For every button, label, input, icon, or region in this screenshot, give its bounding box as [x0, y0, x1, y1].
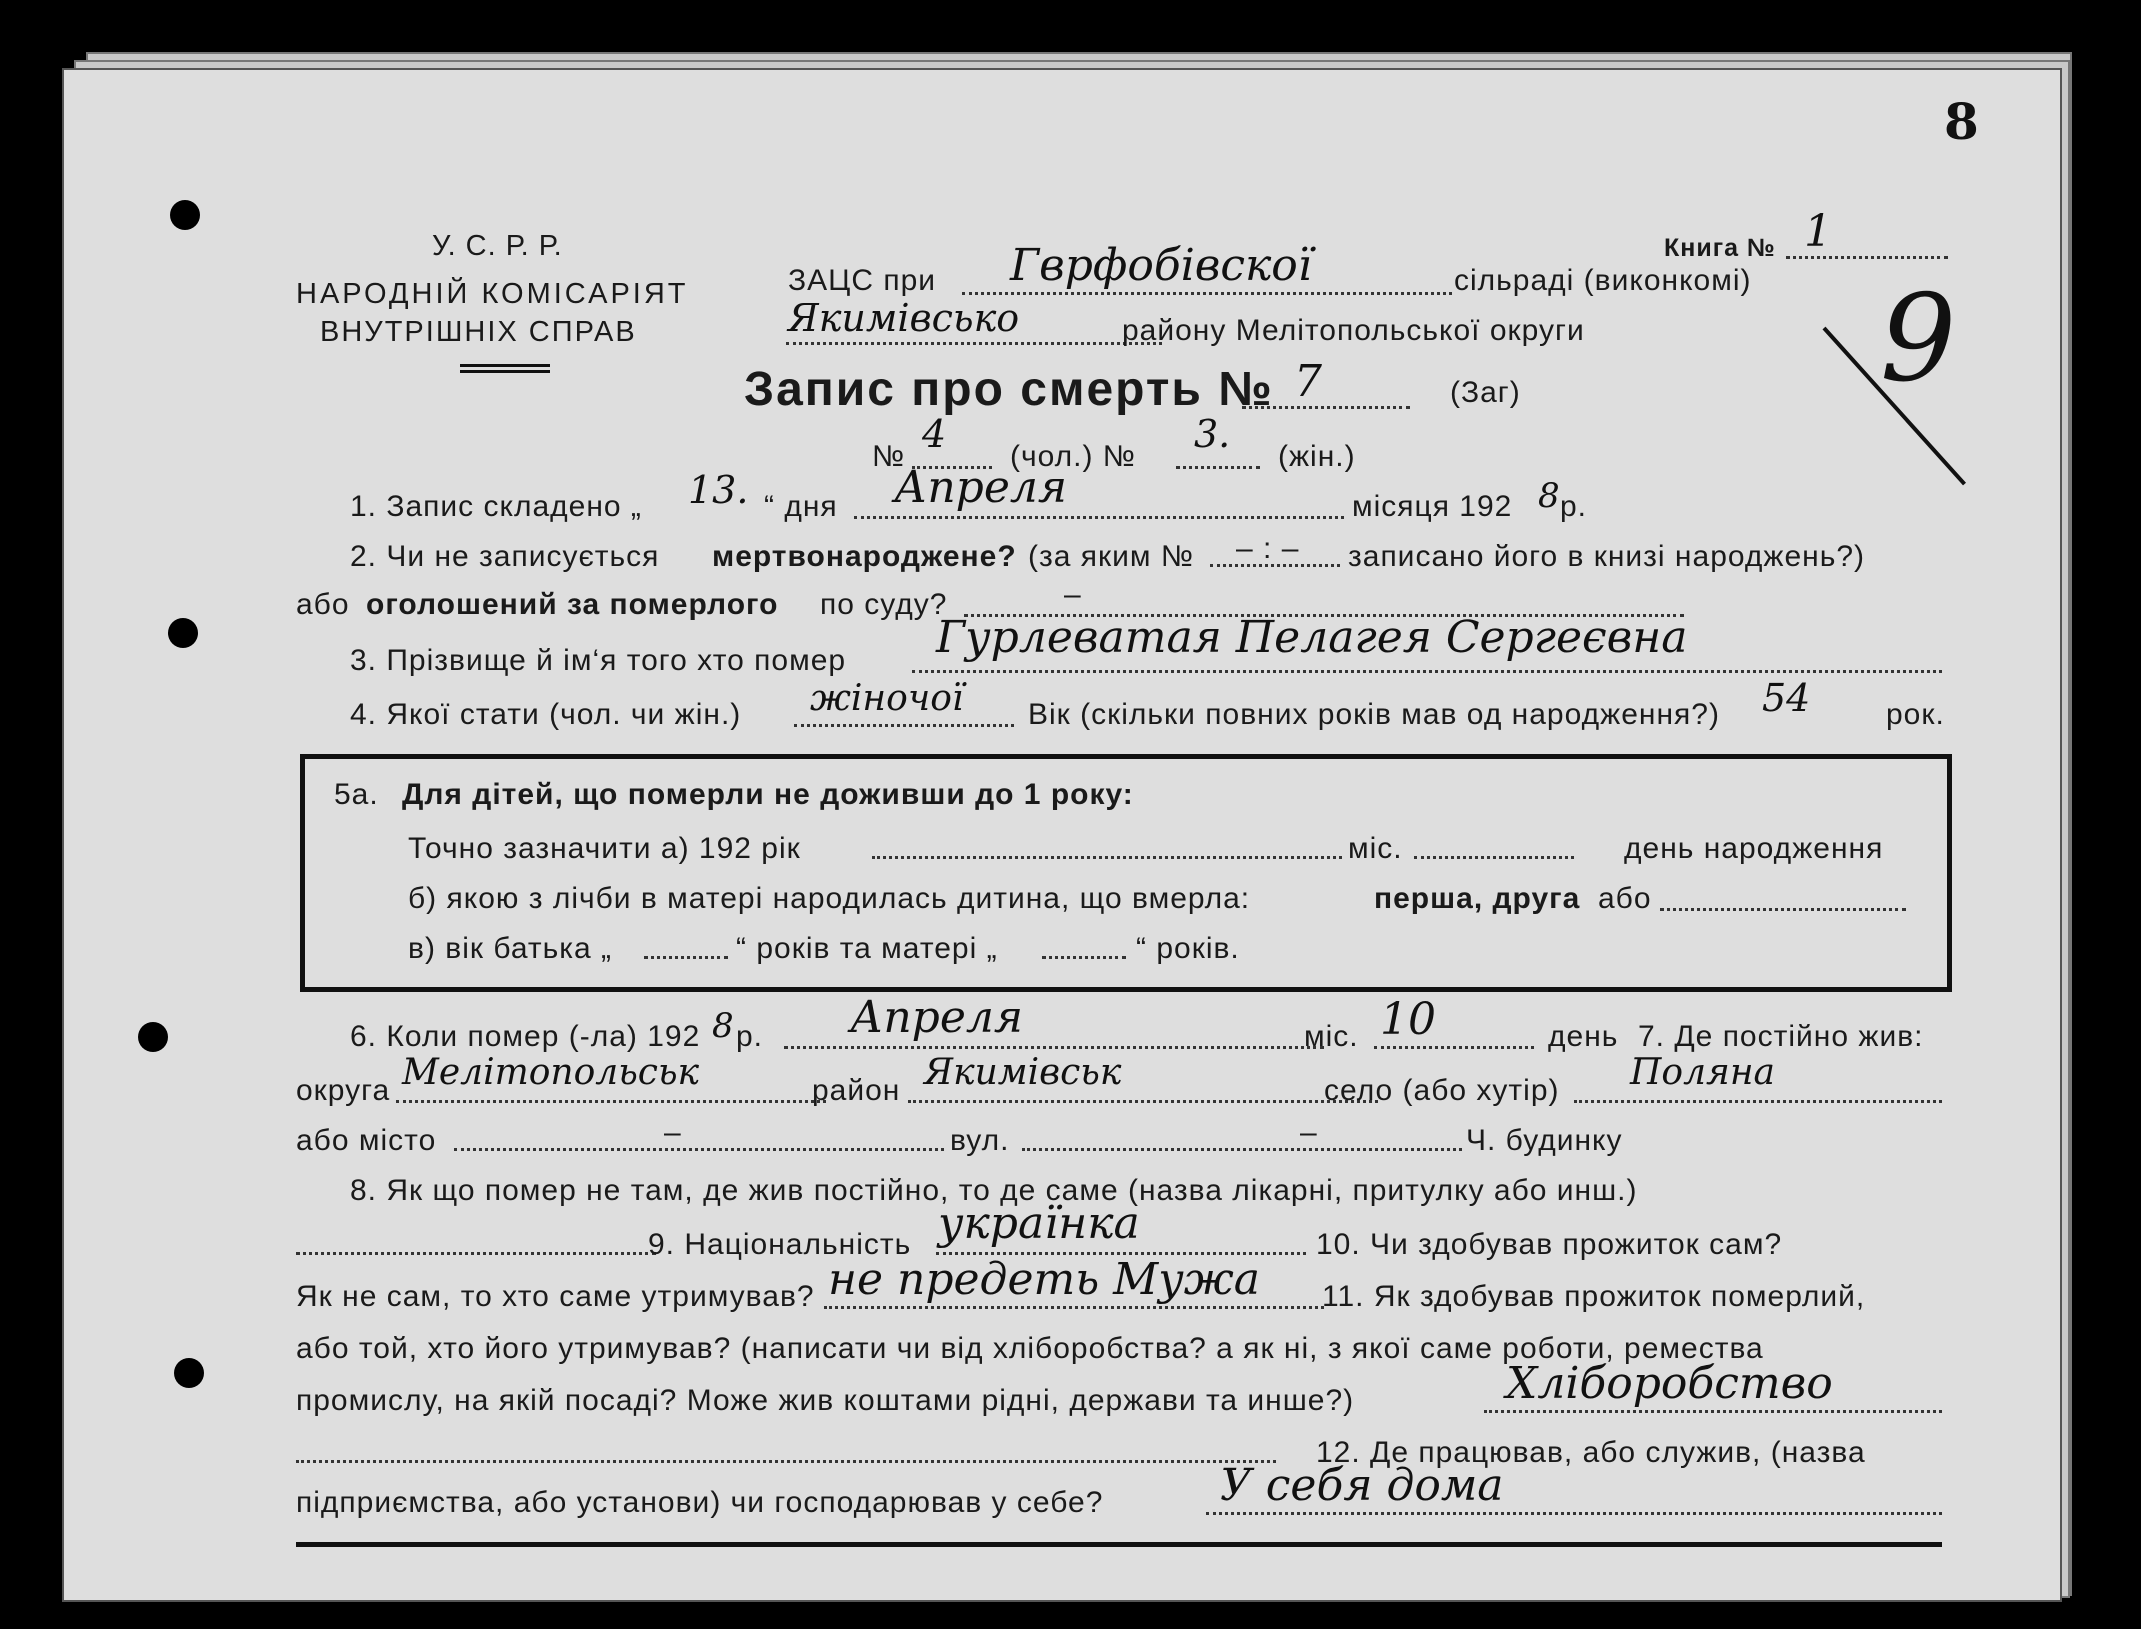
district-value: Якимівсько [788, 296, 1020, 340]
q10-label: 10. Чи здобував прожиток сам? [1316, 1228, 1783, 1261]
okruga-dots [396, 1100, 826, 1103]
selo-value: Поляна [1630, 1052, 1776, 1093]
q8-place-dots [296, 1252, 656, 1255]
q1-suffix-b: р. [1560, 490, 1588, 523]
zacs-prefix: ЗАЦС при [788, 264, 937, 297]
raion-label: район [812, 1074, 901, 1107]
q11-dots-2 [296, 1460, 1276, 1463]
vul-label: вул. [950, 1124, 1010, 1157]
q4-dots [794, 724, 1014, 727]
q6-label: 6. Коли помер (-ла) 192 [350, 1020, 701, 1053]
q2-c: (за яким № [1028, 540, 1195, 573]
q8-label: 8. Як що помер не там, де жив постійно, то де саме (назва лікарні, притулку або инш.) [350, 1174, 1638, 1207]
q10b-label: Як не сам, то хто саме утримував? [296, 1280, 815, 1313]
raion-value: Якимівськ [924, 1052, 1122, 1093]
document-page [62, 68, 2062, 1602]
q4-value: жіночої [810, 678, 964, 719]
corner-number: 8 [1944, 92, 1979, 151]
q11-label: 11. Як здобував прожиток померлий, [1322, 1280, 1866, 1313]
zacs-suffix: сільраді (виконкомі) [1454, 264, 1752, 297]
vul-dots [1022, 1148, 1462, 1151]
q1-year-digit: 8 [1538, 476, 1560, 516]
okruga-value: Мелітопольськ [402, 1052, 700, 1093]
q2-b: мертвонароджене? [712, 540, 1017, 573]
q6-year-digit: 8 [712, 1006, 734, 1046]
district-dots [786, 342, 1162, 345]
q5-c1: в) вік батька „ [408, 932, 613, 965]
q6-day-dots [1374, 1046, 1534, 1049]
q12-dots [1206, 1512, 1942, 1515]
q12b-label: підприємства, або установи) чи господарював у себе? [296, 1486, 1104, 1519]
men-suffix: (чол.) № [1010, 440, 1136, 473]
punch-hole [170, 200, 200, 230]
vul-value: – [1300, 1116, 1318, 1149]
q5-c2: “ років та матері „ [736, 932, 998, 965]
q5-mother-dots [1042, 956, 1126, 959]
q10-dots [824, 1306, 1324, 1309]
q5-c3: “ років. [1136, 932, 1240, 965]
q9-value: українка [938, 1198, 1140, 1249]
q10-value: не предеть Мужа [828, 1254, 1260, 1305]
margin-number: 9 [1880, 270, 1957, 409]
q2-f: оголошений за померлого [366, 588, 779, 621]
district-suffix: району Мелітопольської округи [1122, 314, 1585, 347]
q11b-label: або той, хто його утримував? (написати чи від хліборобства? а як ні, з якої саме роботи, ремества [296, 1332, 1764, 1365]
women-value: 3. [1194, 412, 1231, 456]
q2-value2: – [1064, 578, 1082, 611]
record-number-dots [1242, 406, 1410, 409]
q11c-label: промислу, на якій посаді? Може жив коштами рідні, держави та инше?) [296, 1384, 1355, 1417]
misto-label: або місто [296, 1124, 437, 1157]
q5-a3: день народження [1624, 832, 1884, 865]
title-suffix: (Заг) [1450, 376, 1521, 409]
q6-day-label: день [1548, 1020, 1619, 1053]
men-value: 4 [922, 412, 947, 456]
q11-value: Хліборобство [1506, 1358, 1833, 1409]
okruga-label: округа [296, 1074, 391, 1107]
q1-month-dots [854, 516, 1344, 519]
punch-hole [174, 1358, 204, 1388]
zacs-dots [962, 292, 1452, 295]
q1-suffix-a: місяця 192 [1352, 490, 1513, 523]
selo-label: село (або хутір) [1324, 1074, 1560, 1107]
q5-a1: Точно зазначити а) 192 рік [408, 832, 801, 865]
q3-value: Гурлеватая Пелагея Сергеєвна [936, 612, 1688, 663]
q11-dots [1484, 1410, 1942, 1413]
q4-suffix: рок. [1886, 698, 1945, 731]
commissariat-line2: ВНУТРІШНІХ СПРАВ [320, 316, 637, 348]
q3-label: 3. Прізвище й ім‘я того хто помер [350, 644, 847, 677]
q1-mid: “ дня [764, 490, 838, 523]
q5-title-num: 5а. [334, 778, 379, 811]
q6-mis: міс. [1304, 1020, 1359, 1053]
header-underline [460, 370, 550, 373]
q9-label: 9. Національність [648, 1228, 912, 1261]
q12-value: У себя дома [1220, 1460, 1504, 1511]
q5-order-dots [1660, 908, 1906, 911]
q5-month-dots [1414, 856, 1574, 859]
q5-a2: міс. [1348, 832, 1403, 865]
q2-e: або [296, 588, 350, 621]
q1-day: 13. [688, 468, 749, 512]
q5-b1: б) якою з лічби в матері народилась дитина, що вмерла: [408, 882, 1251, 915]
women-suffix: (жін.) [1278, 440, 1356, 473]
budynok-label: Ч. будинку [1466, 1124, 1623, 1157]
q2-value: – : – [1236, 532, 1300, 565]
q5-title: Для дітей, що померли не доживши до 1 року: [402, 778, 1134, 811]
q6-month: Апреля [850, 992, 1024, 1043]
q4-label: 4. Якої стати (чол. чи жін.) [350, 698, 742, 731]
raion-dots [908, 1100, 1378, 1103]
q2-g: по суду? [820, 588, 948, 621]
punch-hole [168, 618, 198, 648]
book-label: Книга № [1664, 234, 1776, 262]
header-underline [460, 364, 550, 367]
q6-day: 10 [1380, 994, 1436, 1045]
ussr-label: У. С. Р. Р. [432, 230, 563, 262]
bottom-rule [296, 1542, 1942, 1547]
q6-month-dots [784, 1046, 1324, 1049]
q1-prefix: 1. Запис складено „ [350, 490, 642, 523]
misto-dots [454, 1148, 944, 1151]
q6-suffix: р. [736, 1020, 764, 1053]
misto-value: – [664, 1116, 682, 1149]
men-label: № [872, 440, 906, 473]
q4-age-value: 54 [1762, 676, 1811, 720]
record-title: Запис про смерть № [744, 363, 1274, 416]
q7-label: 7. Де постійно жив: [1638, 1020, 1924, 1053]
zacs-value: Гврфобівскої [1010, 240, 1312, 291]
q12-label: 12. Де працював, або служив, (назва [1316, 1436, 1866, 1469]
punch-hole [138, 1022, 168, 1052]
q3-dots [912, 670, 1942, 673]
commissariat-line1: НАРОДНІЙ КОМІСАРІЯТ [296, 278, 689, 310]
q1-month: Апреля [894, 462, 1068, 513]
q2-d: записано його в книзі народжень?) [1348, 540, 1866, 573]
women-dots [1176, 466, 1260, 469]
q5-b3: або [1598, 882, 1652, 915]
q4-age-label: Вік (скільки повних років мав од народження?) [1028, 698, 1720, 731]
book-value: 1 [1804, 206, 1832, 257]
q5-b2: перша, друга [1374, 882, 1581, 915]
q5-father-dots [644, 956, 728, 959]
q5-year-dots [872, 856, 1342, 859]
record-number: 7 [1294, 356, 1322, 407]
q2-a: 2. Чи не записується [350, 540, 660, 573]
selo-dots [1574, 1100, 1942, 1103]
